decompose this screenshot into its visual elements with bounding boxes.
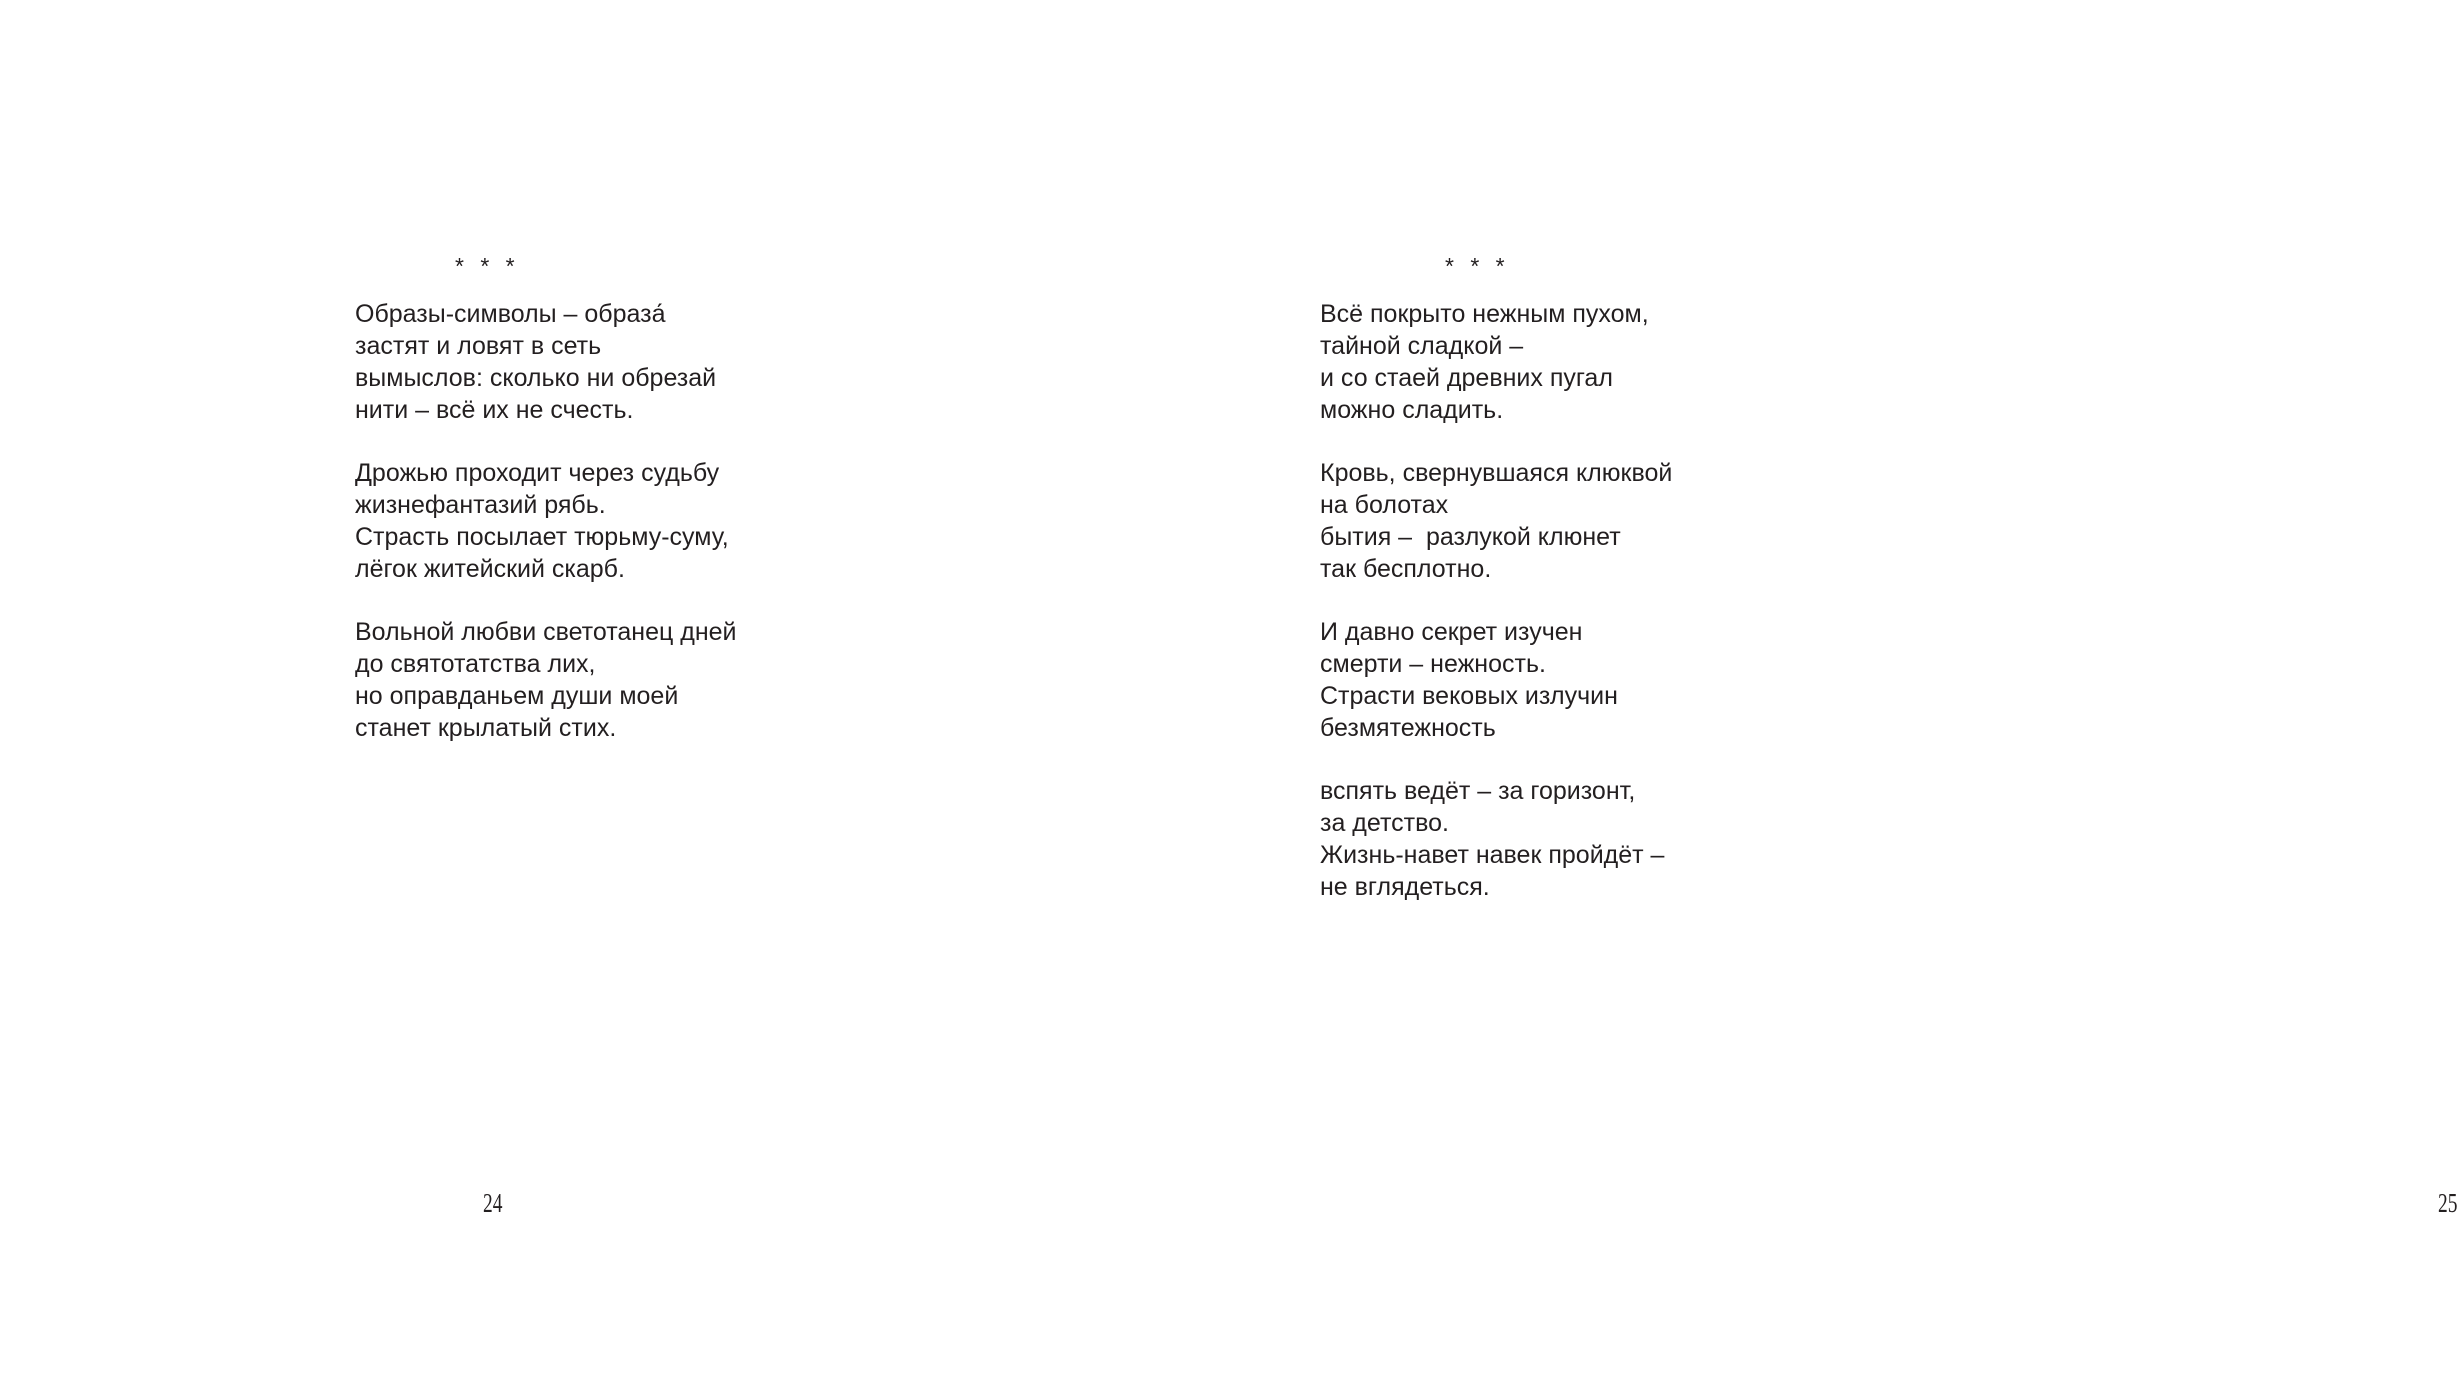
- page-number-right: 25: [2438, 1188, 2457, 1218]
- page-right: [1004, 0, 2457, 1386]
- poem-line: так бесплотно.: [1320, 555, 1492, 583]
- stanza: [1320, 616, 1940, 744]
- poem-line: но оправданьем души моей: [355, 682, 679, 710]
- poem-line: тайной сладкой –: [1320, 332, 1524, 360]
- poem-line: нити – всё их не счесть.: [355, 396, 634, 424]
- poem-line: Кровь, свернувшаяся клюквой: [1320, 459, 1673, 487]
- poem-line: бытия – разлукой клюнет: [1320, 523, 1621, 551]
- poem-line: Вольной любви светотанец дней: [355, 618, 737, 646]
- stanza: [1320, 457, 1940, 585]
- stanza: [355, 616, 955, 744]
- stanza: [355, 457, 955, 585]
- poem-line: застят и ловят в сеть: [355, 332, 602, 360]
- poem-line: И давно секрет изучен: [1320, 618, 1583, 646]
- poem-line: можно сладить.: [1320, 396, 1504, 424]
- poem-line: за детство.: [1320, 809, 1449, 837]
- poem-line: на болотах: [1320, 491, 1449, 519]
- poem-right: [1320, 255, 1940, 903]
- poem-line: Страсти вековых излучин: [1320, 682, 1618, 710]
- poem-line: жизнефантазий рябь.: [355, 491, 606, 519]
- stanza: [1320, 775, 1940, 903]
- stanza: [355, 298, 955, 426]
- poem-line: не вглядеться.: [1320, 873, 1490, 901]
- poem-line: вспять ведёт – за горизонт,: [1320, 777, 1636, 805]
- poem-line: вымыслов: сколько ни обрезай: [355, 364, 717, 392]
- poem-line: станет крылатый стих.: [355, 714, 617, 742]
- poem-line: Всё покрыто нежным пухом,: [1320, 300, 1649, 328]
- poem-line: безмятежность: [1320, 714, 1496, 742]
- poem-line: Страсть посылает тюрьму-суму,: [355, 523, 729, 551]
- page-left: [0, 0, 1004, 1386]
- poem-line: до святотатства лих,: [355, 650, 596, 678]
- poem-left: [355, 255, 955, 744]
- poem-line: лёгок житейский скарб.: [355, 555, 625, 583]
- poem-line: Образы-символы – образа́: [355, 300, 666, 328]
- poem-line: и со стаей древних пугал: [1320, 364, 1613, 392]
- stanza: [1320, 298, 1940, 426]
- page-number-left: 24: [483, 1188, 503, 1218]
- poem-line: Дрожью проходит через судьбу: [355, 459, 720, 487]
- poem-line: смерти – нежность.: [1320, 650, 1546, 678]
- poem-line: Жизнь-навет навек пройдёт –: [1320, 841, 1665, 869]
- stanza-separator-asterisks: * * *: [455, 253, 520, 279]
- stanza-separator-asterisks: * * *: [1445, 253, 1510, 279]
